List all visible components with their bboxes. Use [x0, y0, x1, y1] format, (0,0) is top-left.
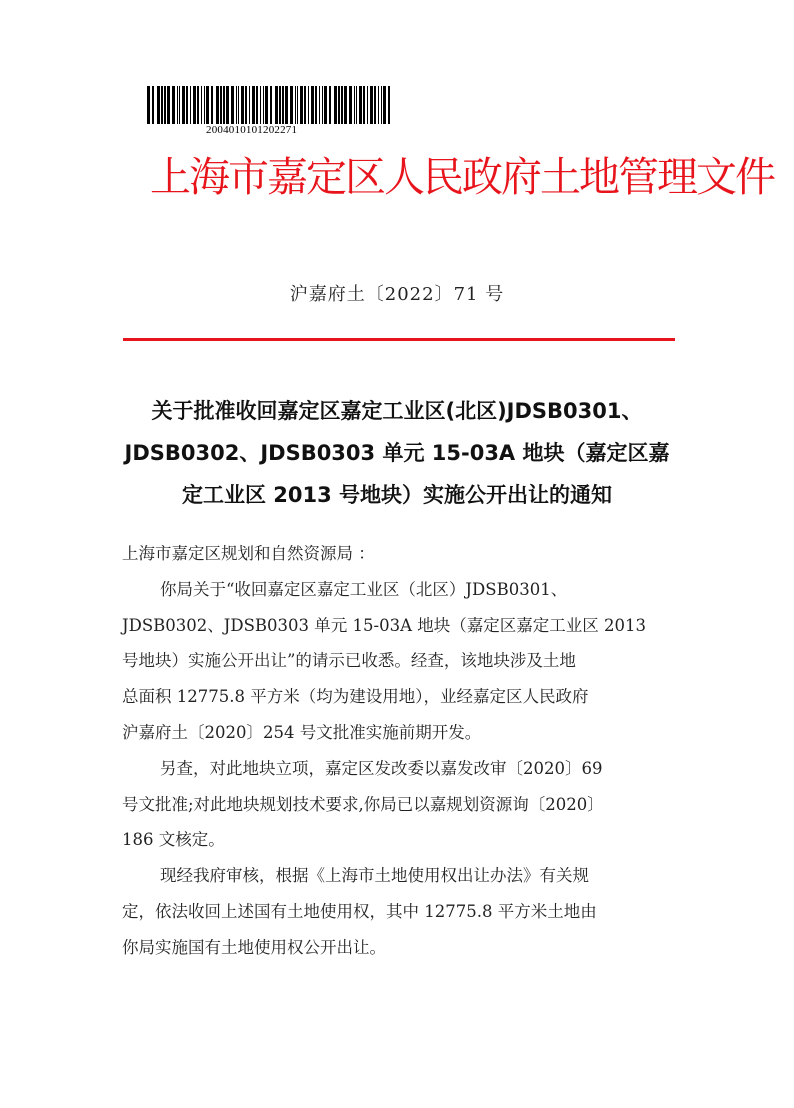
paragraph-2-line-2: 号文批准;对此地块规划技术要求,你局已以嘉规划资源询〔2020〕 [122, 794, 604, 814]
org-title: 上海市嘉定区人民政府土地管理文件 [150, 153, 774, 201]
barcode-image [147, 86, 395, 124]
document-number: 沪嘉府土〔2022〕71 号 [289, 284, 505, 305]
paragraph-3-line-2: 定，依法收回上述国有土地使用权，其中 12775.8 平方米土地由 [122, 901, 597, 921]
paragraph-1-line-1: 你局关于“收回嘉定区嘉定工业区（北区）JDSB0301、 [160, 579, 568, 599]
notice-headline [110, 390, 684, 516]
red-divider [123, 338, 675, 341]
paragraph-2-line-1: 另查，对此地块立项，嘉定区发改委以嘉发改审〔2020〕69 [160, 758, 603, 778]
barcode-number: 2004010101202271 [206, 124, 298, 136]
paragraph-1-line-2: JDSB0302、JDSB0303 单元 15-03A 地块（嘉定区嘉定工业区 2013 [122, 615, 646, 635]
headline-line-1: 关于批准收回嘉定区嘉定工业区(北区)JDSB0301、 [151, 399, 643, 423]
paragraph-3-line-1: 现经我府审核，根据《上海市土地使用权出让办法》有关规 [160, 866, 589, 886]
document-body [122, 536, 682, 966]
paragraph-1-line-4: 总面积 12775.8 平方米（均为建设用地），业经嘉定区人民政府 [122, 687, 589, 707]
paragraph-2-line-3: 186 文核定。 [122, 830, 225, 850]
paragraph-1-line-3: 号地块）实施公开出让”的请示已收悉。经查，该地块涉及土地 [122, 651, 576, 671]
headline-line-2: JDSB0302、JDSB0303 单元 15-03A 地块（嘉定区嘉 [124, 441, 670, 465]
paragraph-3-line-3: 你局实施国有土地使用权公开出让。 [122, 937, 386, 957]
addressee: 上海市嘉定区规划和自然资源局 ： [122, 544, 375, 563]
headline-line-3: 定工业区 2013 号地块）实施公开出让的通知 [181, 483, 613, 507]
paragraph-1-line-5: 沪嘉府土〔2020〕254 号文批准实施前期开发。 [122, 722, 482, 742]
